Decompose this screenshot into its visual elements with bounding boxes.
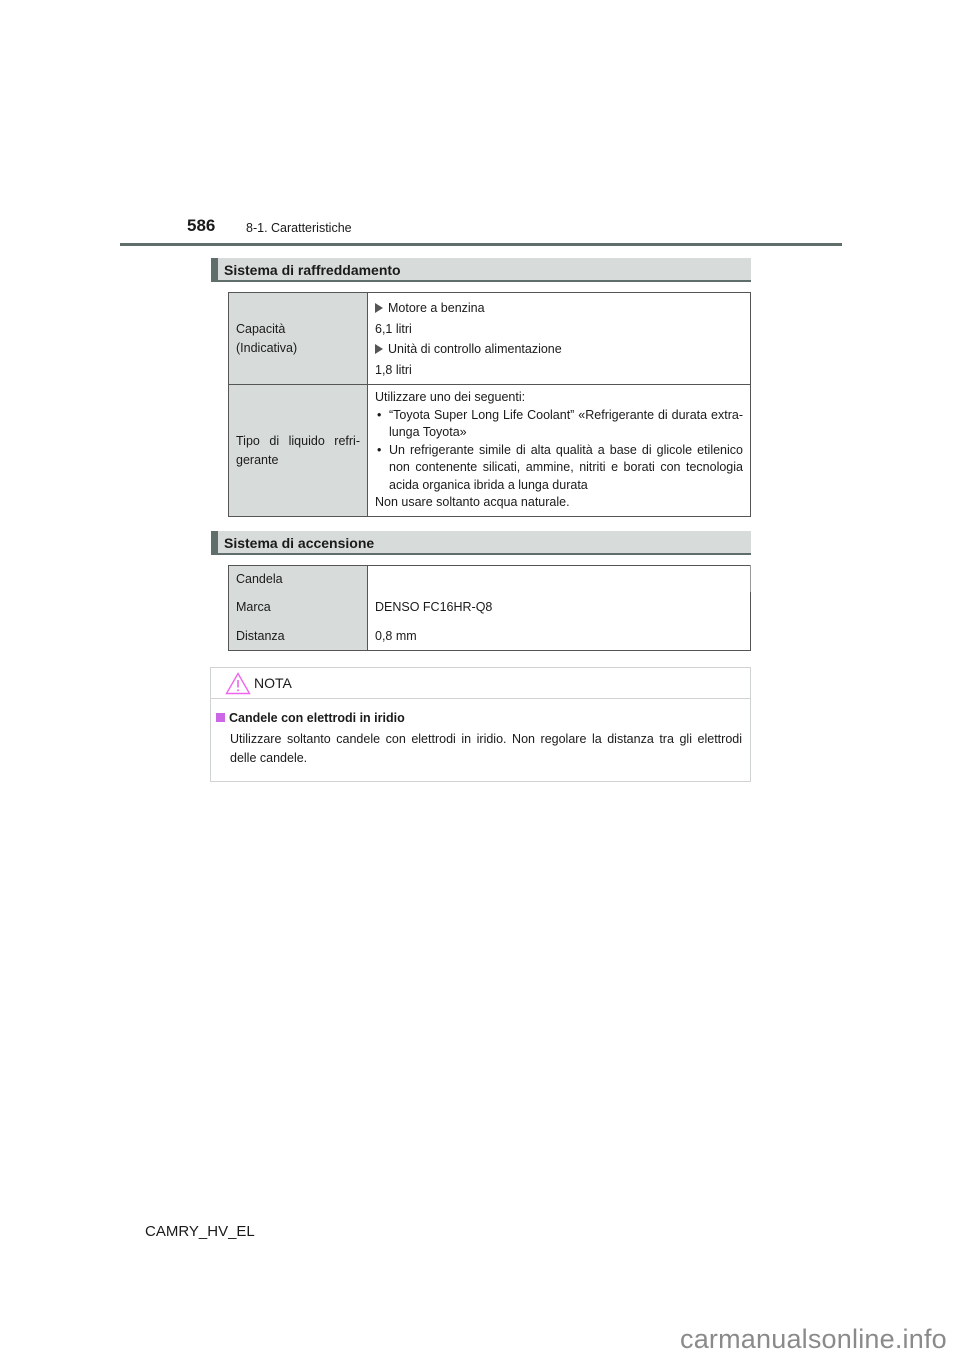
capacity-item-heading: Motore a benzina xyxy=(375,297,743,319)
bullet-icon: • xyxy=(377,407,382,422)
document-code: CAMRY_HV_EL xyxy=(145,1223,255,1240)
section-header-cooling xyxy=(211,258,751,282)
table-row xyxy=(229,566,751,593)
coolant-type-label-sub: gerante xyxy=(236,452,279,467)
coolant-option: • “Toyota Super Long Life Coolant” «Refrigerante di durata extra-lunga Toyota» xyxy=(377,407,743,440)
capacity-label-sub: (Indicativa) xyxy=(236,340,298,355)
header-divider xyxy=(120,243,842,246)
ignition-spec-table xyxy=(228,565,751,651)
triangle-right-icon xyxy=(375,344,383,354)
notice-label: NOTA xyxy=(254,675,292,691)
notice-header xyxy=(211,668,750,699)
cooling-spec-table xyxy=(228,292,751,517)
warning-triangle-icon xyxy=(225,672,251,695)
capacity-item-value: 1,8 litri xyxy=(375,362,412,377)
ignition-value xyxy=(368,566,751,593)
notice-text: Utilizzare soltanto candele con elettrodi in iridio. Non regolare la distanza tra gli elettrodi delle candele. xyxy=(230,732,742,765)
notice-subtitle: Candele con elettrodi in iridio xyxy=(216,711,405,725)
table-row-coolant-type xyxy=(229,385,751,517)
capacity-item-heading: Unità di controllo alimentazione xyxy=(375,339,743,359)
coolant-intro: Utilizzare uno dei seguenti: xyxy=(375,390,526,405)
ignition-label: Distanza xyxy=(229,621,368,651)
section-title-ignition: Sistema di accensione xyxy=(224,535,375,551)
coolant-option: • Un refrigerante simile di alta qualità a base di glicole etilenico non contenente silicati, ammine, nitriti e borati con tecnologia acida organica ibrida a lunga durata xyxy=(377,442,743,492)
section-header-bar xyxy=(211,531,218,553)
notice-box xyxy=(210,667,751,782)
capacity-value-cell xyxy=(368,293,751,385)
ignition-value: DENSO FC16HR-Q8 xyxy=(368,592,751,621)
bullet-icon: • xyxy=(377,442,382,457)
table-row-capacity xyxy=(229,293,751,385)
coolant-note: Non usare soltanto acqua naturale. xyxy=(375,495,570,510)
table-row xyxy=(229,621,751,651)
coolant-type-value-cell xyxy=(368,385,751,517)
page-number: 586 xyxy=(187,216,216,235)
section-header-bar xyxy=(211,258,218,280)
ignition-label: Marca xyxy=(229,592,368,621)
capacity-label: Capacità xyxy=(236,321,286,336)
coolant-type-label-cell xyxy=(229,385,368,517)
capacity-label-cell xyxy=(229,293,368,385)
watermark: carmanualsonline.info xyxy=(680,1324,947,1354)
ignition-value: 0,8 mm xyxy=(368,621,751,651)
table-row xyxy=(229,592,751,621)
section-header-ignition xyxy=(211,531,751,555)
capacity-item-value: 6,1 litri xyxy=(375,321,412,336)
section-title-cooling: Sistema di raffreddamento xyxy=(224,262,401,278)
triangle-right-icon xyxy=(375,303,383,313)
coolant-type-label: Tipo di liquido refri- xyxy=(236,433,360,448)
chapter-title: 8-1. Caratteristiche xyxy=(246,221,352,235)
square-bullet-icon xyxy=(216,713,225,722)
ignition-label: Candela xyxy=(229,566,368,593)
